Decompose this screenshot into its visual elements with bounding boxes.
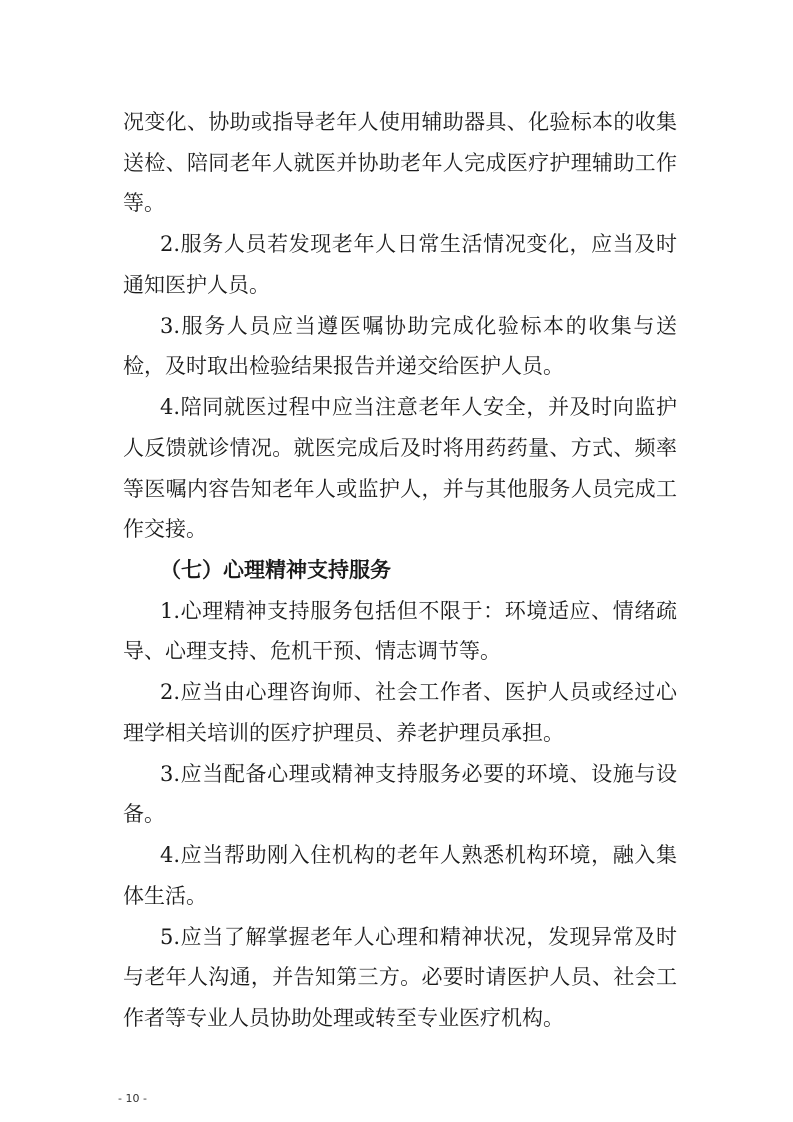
text-line: 1.心理精神支持服务包括但不限于：环境适应、情绪疏 — [160, 599, 677, 623]
text-line: 备。 — [123, 802, 165, 826]
text-line: 导、心理支持、危机干预、情志调节等。 — [123, 639, 501, 663]
text-line: 等医嘱内容告知老年人或监护人，并与其他服务人员完成工 — [123, 477, 677, 501]
text-line: 通知医护人员。 — [123, 273, 270, 297]
text-line: 4.陪同就医过程中应当注意老年人安全，并及时向监护 — [160, 395, 677, 419]
section-heading: （七）心理精神支持服务 — [160, 558, 391, 582]
text-line: 作交接。 — [123, 517, 207, 541]
text-line: 作者等专业人员协助处理或转至专业医疗机构。 — [123, 1006, 564, 1030]
text-line: 3.应当配备心理或精神支持服务必要的环境、设施与设 — [160, 762, 677, 786]
text-line: 理学相关培训的医疗护理员、养老护理员承担。 — [123, 721, 564, 745]
text-line: 检，及时取出检验结果报告并递交给医护人员。 — [123, 354, 564, 378]
text-line: 等。 — [123, 191, 165, 215]
text-line: 2.应当由心理咨询师、社会工作者、医护人员或经过心 — [160, 680, 677, 704]
text-line: 3.服务人员应当遵医嘱协助完成化验标本的收集与送 — [160, 314, 677, 338]
text-line: 与老年人沟通，并告知第三方。必要时请医护人员、社会工 — [123, 965, 677, 989]
text-line: 5.应当了解掌握老年人心理和精神状况，发现异常及时 — [160, 925, 677, 949]
text-line: 况变化、协助或指导老年人使用辅助器具、化验标本的收集 — [123, 110, 677, 134]
text-line: 送检、陪同老年人就医并协助老年人完成医疗护理辅助工作 — [123, 151, 677, 175]
page-number: - 10 - — [118, 1092, 147, 1105]
text-line: 人反馈就诊情况。就医完成后及时将用药药量、方式、频率 — [123, 436, 677, 460]
text-line: 2.服务人员若发现老年人日常生活情况变化，应当及时 — [160, 232, 677, 256]
text-line: 体生活。 — [123, 884, 207, 908]
text-line: 4.应当帮助刚入住机构的老年人熟悉机构环境，融入集 — [160, 843, 677, 867]
